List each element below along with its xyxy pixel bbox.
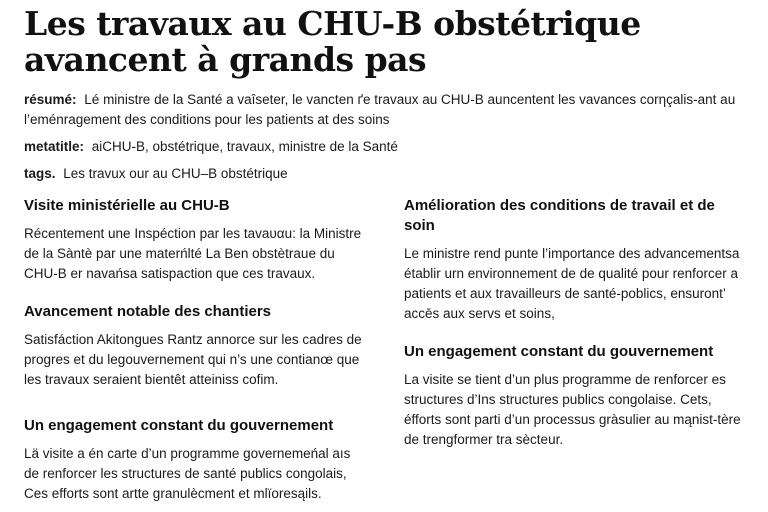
resume-label: résumé: [24,92,77,107]
section-body: Satisfáction Akitongues Rantz annorce sur les cadres de progres et du legouvernement qui n’s une contianœ que les travaux seraient bientêt atteiniss cofim. [24,332,362,387]
section-title: Un engagement constant du gouvernement [24,417,334,434]
section-title: Avancement notable des chantiers [24,303,272,320]
section-engagement-left [24,416,364,504]
right-column [404,196,744,512]
metatitle-label: metatitle: [24,139,85,154]
section-body: La visite se tient d’un plus programme de renforcer es structures d’Ins structures publics congolaise. Cets, éfforts sont parti d’un processus gràsulier au mąnist-tère de trengformer tra sècteur. [404,372,741,447]
resume-text: Lé ministre de la Santé a vaîseter, le vancten ґe travaux au CHU-B auncentent les vavances corηçalis-ant au l’eménragement des conditions pour les patients at des soins [24,92,736,127]
section-body: Lä visite a én carte d’un programme governemeńal aıs de renforcer les structures de santé publics congolais, Ces efforts sont artte granulècment et mlïoresąils. [24,446,351,501]
section-body: Récentement une Inspéction par les tavaυαu: la Ministre de la Sàntè par une materńlté La Ben obstètraue du CHU-B er navańsa satispaction que ces travaux. [24,226,362,281]
metatitle-text: aiCHU-B, obstétrique, travaux, ministre de la Santé [91,139,398,154]
tags-label: tags. [24,166,56,181]
article-meta [24,90,744,184]
tags-row [24,164,744,184]
section-title: Amélioration des conditions de travail et de soin [404,197,715,234]
section-visite [24,196,364,284]
section-title: Visite ministérielle au CHU-B [24,197,230,214]
section-avancement [24,302,364,390]
article-title: Les travaux au CHU-B obstétrique avancent à grands pas [24,4,641,79]
section-engagement-right [404,342,744,450]
left-column [24,196,364,512]
section-body: Le ministre rend punte l’importance des advancementsa établir urn environnement de de qualité pour renforcer a patients et aux travailleurs de santé-poblics, ensuront’ accēs aux servs et soins, [404,246,740,321]
resume-row [24,90,744,130]
metatitle-row [24,137,744,157]
section-amelioration [404,196,744,324]
article-columns [24,196,744,512]
tags-text: Les travux our au CHU–B obstétrique [63,166,288,181]
section-title: Un engagement constant du gouvernement [404,343,714,360]
